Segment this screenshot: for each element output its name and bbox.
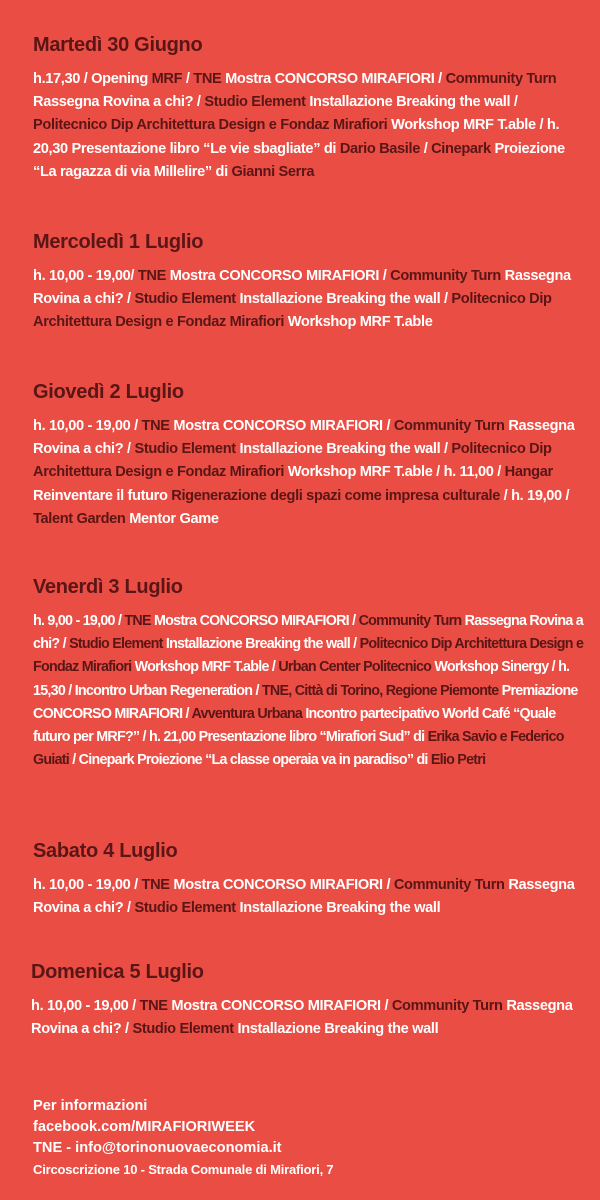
program-text: Workshop Sinergy / h. 15,30 / Incontro Urban Regeneration /: [33, 659, 570, 699]
address: Circoscrizione 10 - Strada Comunale di Mirafiori, 7: [33, 1162, 334, 1177]
day-martedi: [33, 34, 588, 184]
facebook-link[interactable]: facebook.com/MIRAFIORIWEEK: [33, 1119, 256, 1135]
program-highlight: TNE: [193, 71, 222, 87]
program-text: Installazione Breaking the wall /: [235, 291, 452, 308]
program-text: Mostra CONCORSO MIRAFIORI /: [150, 613, 359, 629]
day-title: Mercoledì 1 Luglio: [33, 231, 204, 253]
program-text: Rassegna Rovina a chi? /: [33, 877, 575, 917]
day-program: [33, 68, 588, 184]
program-text: Installazione Breaking the wall /: [235, 441, 452, 458]
program-highlight: TNE: [137, 268, 166, 284]
program-highlight: Politecnico Dip Architettura Design e Fondaz Mirafiori: [33, 291, 552, 331]
program-text: Rassegna Rovina a chi? /: [33, 418, 575, 458]
program-text: Workshop MRF T.able /: [131, 659, 279, 676]
day-program: [33, 610, 588, 772]
program-highlight: Hangar: [504, 464, 553, 481]
program-text: Rassegna Rovina a chi? /: [33, 94, 205, 111]
program-highlight: TNE: [124, 613, 151, 629]
program-text: Workshop MRF T.able: [284, 314, 433, 331]
program-highlight: Avventura Urbana: [191, 705, 303, 722]
program-highlight: TNE: [139, 998, 168, 1014]
program-highlight: Dario Basile: [339, 140, 420, 157]
program-text: /: [182, 71, 194, 87]
program-highlight: Urban Center Politecnico: [278, 659, 432, 676]
program-text: Mostra CONCORSO MIRAFIORI /: [169, 877, 394, 893]
program-text: Mentor Game: [125, 510, 219, 527]
program-highlight: Community Turn: [445, 71, 557, 87]
day-venerdi: [33, 576, 588, 772]
program-text: Rassegna Rovina a chi? /: [33, 613, 583, 653]
program-highlight: TNE: [141, 418, 170, 434]
program-highlight: Talent Garden: [33, 510, 126, 527]
program-highlight: Community Turn: [393, 877, 505, 893]
program-highlight: Cinepark: [431, 140, 491, 157]
day-sabato: [33, 840, 588, 920]
day-title: Domenica 5 Luglio: [31, 961, 204, 983]
program-text: h. 10,00 - 19,00/: [33, 268, 138, 284]
day-program: [31, 995, 586, 1041]
day-title: Martedì 30 Giugno: [33, 34, 203, 56]
program-text: / h. 19,00 /: [499, 487, 570, 504]
program-highlight: Studio Element: [132, 1021, 234, 1038]
program-text: h. 9,00 - 19,00 /: [33, 613, 125, 629]
program-text: Installazione Breaking the wall /: [162, 636, 360, 653]
program-highlight: MRF: [151, 71, 183, 87]
program-text: Mostra CONCORSO MIRAFIORI /: [169, 418, 394, 434]
program-text: Premiazione CONCORSO MIRAFIORI /: [33, 682, 578, 722]
program-highlight: Studio Element: [134, 900, 236, 917]
program-highlight: Studio Element: [204, 94, 306, 111]
program-text: Reinventare il futuro: [33, 487, 172, 504]
day-title: Sabato 4 Luglio: [33, 840, 178, 862]
email-link[interactable]: TNE - info@torinonuovaeconomia.it: [33, 1140, 282, 1156]
program-highlight: Community Turn: [393, 418, 505, 434]
program-text: Proiezione “La ragazza di via Millelire” di: [33, 140, 565, 180]
day-title: Venerdì 3 Luglio: [33, 576, 183, 598]
program-highlight: Community Turn: [358, 613, 462, 629]
program-highlight: Studio Element: [134, 441, 236, 458]
program-highlight: Politecnico Dip Architettura Design e Fondaz Mirafiori: [33, 441, 552, 481]
day-program: [33, 265, 588, 335]
program-text: Mostra CONCORSO MIRAFIORI /: [221, 71, 446, 87]
program-text: h.17,30 / Opening: [33, 71, 152, 87]
day-program: [33, 415, 588, 531]
info-label: Per informazioni: [33, 1098, 148, 1114]
program-highlight: Community Turn: [391, 998, 503, 1014]
program-text: h. 10,00 - 19,00 /: [33, 877, 142, 893]
program-highlight: TNE, Città di Torino, Regione Piemonte: [261, 682, 499, 699]
program-highlight: Rigenerazione degli spazi come impresa culturale: [171, 487, 500, 504]
program-text: /: [419, 140, 432, 157]
day-title: Giovedì 2 Luglio: [33, 381, 184, 403]
program-text: Mostra CONCORSO MIRAFIORI /: [167, 998, 392, 1014]
day-program: [33, 874, 588, 920]
program-highlight: TNE: [141, 877, 170, 893]
contact-info: [33, 1096, 333, 1180]
program-text: Mostra CONCORSO MIRAFIORI /: [165, 268, 391, 284]
program-highlight: Studio Element: [69, 636, 163, 653]
program-highlight: Erika Savio e Federico Guiati: [33, 729, 564, 769]
day-domenica: [31, 961, 586, 1041]
program-text: Rassegna Rovina a chi? /: [31, 998, 573, 1038]
program-highlight: Gianni Serra: [231, 163, 315, 180]
program-text: Workshop MRF T.able / h. 11,00 /: [284, 464, 505, 481]
program-text: / Cinepark Proiezione “La classe operaia va in paradiso” di: [69, 752, 431, 769]
day-mercoledi: [33, 231, 588, 335]
day-giovedi: [33, 381, 588, 531]
program-text: Installazione Breaking the wall: [235, 900, 441, 917]
program-highlight: Community Turn: [390, 268, 501, 284]
program-text: h. 10,00 - 19,00 /: [33, 418, 142, 434]
program-text: Installazione Breaking the wall /: [305, 94, 518, 111]
program-text: Installazione Breaking the wall: [233, 1021, 439, 1038]
program-text: h. 10,00 - 19,00 /: [31, 998, 140, 1014]
program-highlight: Politecnico Dip Architettura Design e Fondaz Mirafiori: [33, 117, 388, 134]
program-text: Incontro partecipativo World Café “Quale futuro per MRF?” / h. 21,00 Presentazione libro “Mirafiori Sud” di: [33, 705, 556, 746]
program-highlight: Studio Element: [134, 291, 236, 308]
program-text: Rassegna Rovina a chi? /: [33, 268, 571, 308]
program-text: Workshop MRF T.able / h. 20,30 Presentazione libro “Le vie sbagliate” di: [33, 117, 560, 157]
program-highlight: Politecnico Dip Architettura Design e Fondaz Mirafiori: [33, 636, 584, 676]
program-highlight: Elio Petri: [430, 752, 486, 769]
